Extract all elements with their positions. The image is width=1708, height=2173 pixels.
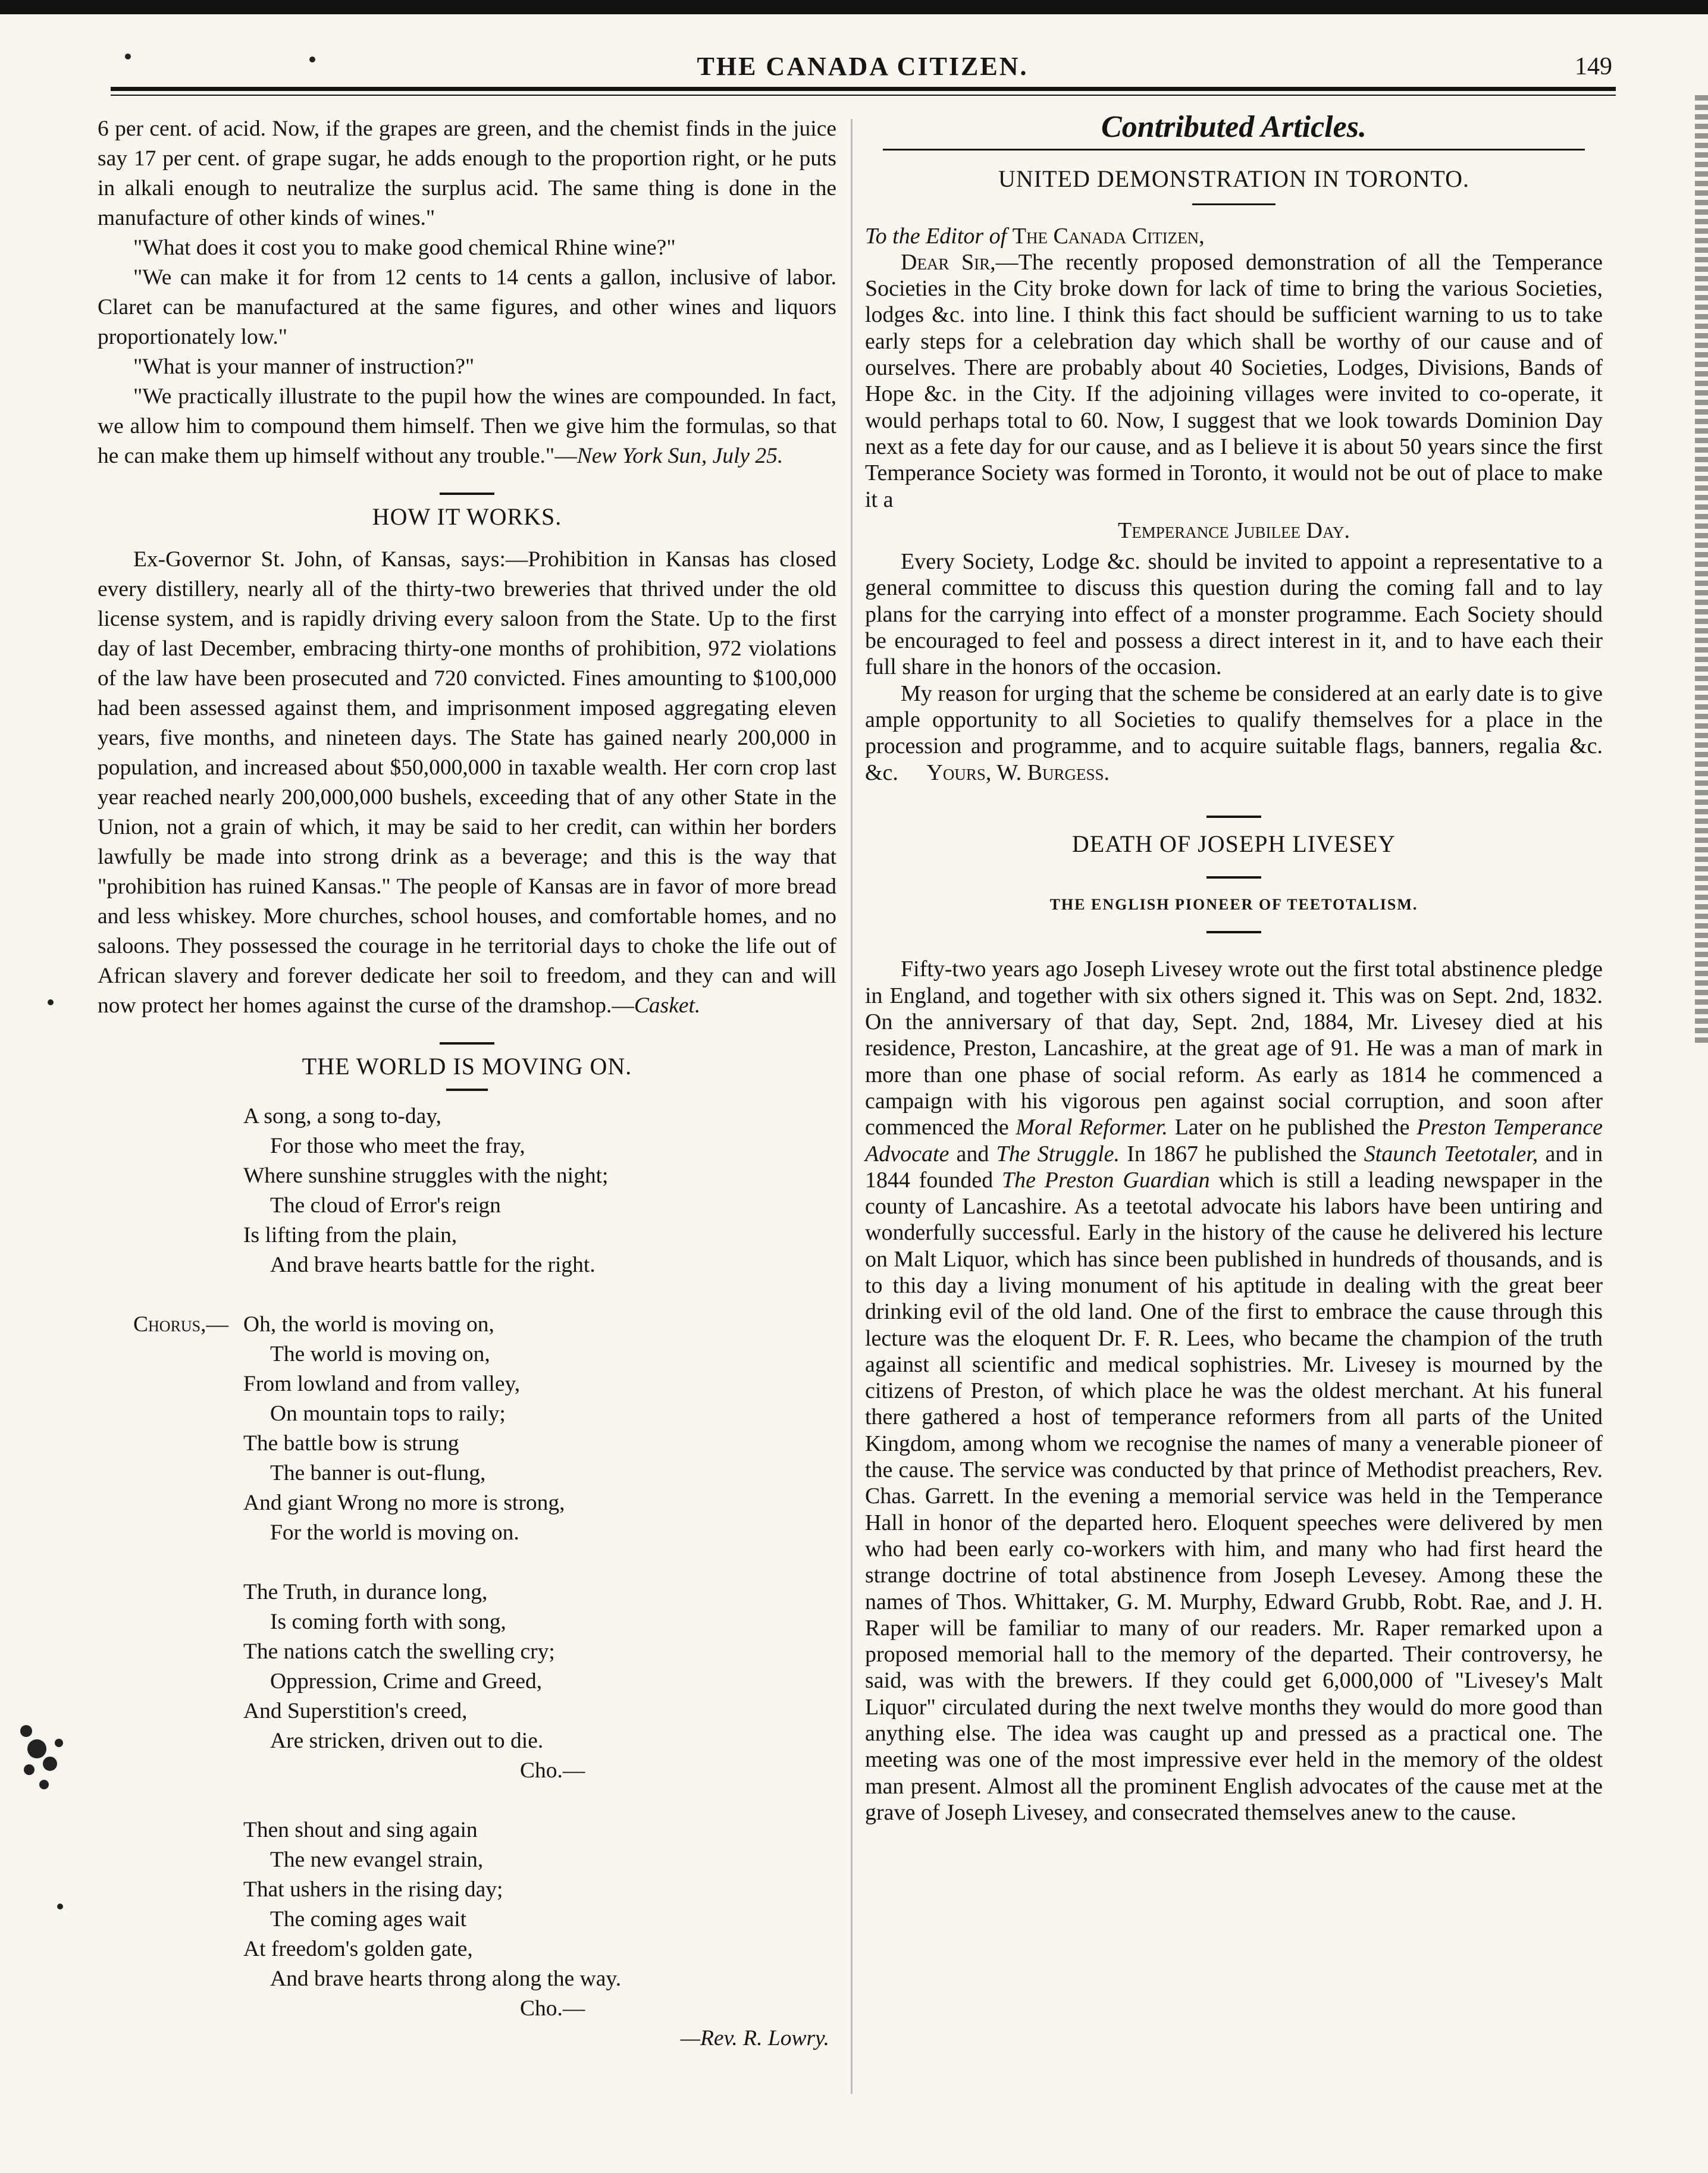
poem-line: And brave hearts battle for the right. [270, 1253, 596, 1277]
poem-line: The new evangel strain, [270, 1848, 484, 1872]
masthead-title: THE CANADA CITIZEN. [697, 52, 1029, 81]
wine-source: New York Sun, July 25. [576, 444, 784, 468]
wine-paragraph: "What does it cost you to make good chemical Rhine wine?" [133, 236, 676, 260]
title-moral-reformer: Moral Reformer. [1016, 1115, 1168, 1140]
poem-line: The nations catch the swelling cry; [243, 1639, 555, 1664]
jubilee-day-line: Temperance Jubilee Day. [1118, 518, 1350, 543]
poem-line: The world is moving on, [270, 1342, 490, 1366]
letter-text: My reason for urging that the scheme be considered at an early date is to give ample opportunity to all Societies to qualify themselves for a place in the procession and programme, and to acquire suitable flags, banners, regalia &c. &c. [865, 681, 1603, 785]
ink-blot [8, 1713, 74, 1802]
kansas-text: Ex-Governor St. John, of Kansas, says:—Prohibition in Kansas has closed every distillery, nearly all of the thirty-two breweries that thrived under the old license system, and is rapidly driving every saloon from the State. Up to the first day of last December, embracing thirty-one months of prohibition, 972 violations of the law have been prosecuted and 720 convicted. Fines amounting to $100,000 had been assessed against them, and imprisonment imposed aggregating eleven years, five months, and nineteen days. The State has gained nearly 200,000 in population, and increased about $50,000,000 in taxable wealth. Her corn crop last year reached nearly 200,000,000 bushels, exceeding that of any other State in the Union, not a grain of which, it may be said to her credit, can within her borders lawfully be made into strong drink as a beverage; and this is the way that "prohibition has ruined Kansas." The people of Kansas are in favor of more bread and less whiskey. More churches, school houses, and comfortable homes, and no saloons. They possessed the courage in he territorial days to choke the life out of African slavery and forever dedicate her soil to freedom, and they can and will now protect her homes against the curse of the dramshop.— [98, 547, 836, 1018]
letter-paragraph: Every Society, Lodge &c. should be invited to appoint a representative to a general committee to discuss this question during the coming fall and to lay plans for the carrying into effect of a monster programme. Each Society should be encouraged to feel and possess a direct interest in it, and to have each their full share in the honors of the occasion. [865, 549, 1603, 680]
wine-continuation-paragraph: 6 per cent. of acid. Now, if the grapes are green, and the chemist finds in the juice say 17 per cent. of grape sugar, he adds enough to the proportion right, or he puts in alkali enough to neutralize the surplus acid. The same thing is done in the manufacture of other kinds of wines." [98, 117, 836, 230]
article-heading-how-it-works: HOW IT WORKS. [372, 503, 562, 530]
chorus-first-line [98, 1310, 836, 1340]
poem-author: —Rev. R. Lowry. [680, 2026, 829, 2050]
poem-body [133, 1102, 836, 2024]
page-header [113, 51, 1612, 83]
livesey-text: and in 1844 founded [865, 1141, 1603, 1193]
wine-paragraph-text: "We practically illustrate to the pupil how the wines are compounded. In fact, we allow him to compound them himself. Then we give him the formulas, so that he can make them up himself without any trouble."— [98, 384, 836, 468]
wine-paragraph: "What is your manner of instruction?" [133, 355, 475, 379]
poem-line: For the world is moving on. [270, 1520, 519, 1545]
livesey-text: Fifty-two years ago Joseph Livesey wrote out the first total abstinence pledge in England, and together with six others signed it. This was on Sept. 2nd, 1832. On the anniversary of that day, Sept. 2nd, 1884, Mr. Livesey died at his residence, Preston, Lancashire, at the great age of 91. He was a man of mark in more than one phase of social reform. As early as 1814 he commenced a campaign with his vigorous pen against social corruption, and soon after commenced the [865, 957, 1603, 1140]
column-divider [851, 119, 853, 2094]
title-staunch-teetotaler: Staunch Teetotaler, [1364, 1141, 1538, 1167]
livesey-article-body [865, 956, 1603, 1826]
wine-paragraph: "We can make it for from 12 cents to 14 cents a gallon, inclusive of labor. Claret can be manufactured at the same figures, and other wines and liquors proportionately low." [98, 265, 836, 349]
poem-title: THE WORLD IS MOVING ON. [302, 1053, 632, 1080]
poem-line: The battle bow is strung [243, 1431, 459, 1456]
livesey-text: In 1867 he published the [1127, 1141, 1357, 1167]
poem-line: Is lifting from the plain, [243, 1223, 457, 1247]
poem-line: Where sunshine struggles with the night; [243, 1164, 609, 1188]
poem-line: That ushers in the rising day; [243, 1877, 503, 1902]
poem-line: Are stricken, driven out to die. [270, 1729, 544, 1753]
poem-line: The banner is out-flung, [270, 1461, 486, 1485]
scan-speck [309, 57, 315, 62]
letter-signature: Yours, W. Burgess. [926, 760, 1110, 785]
article-heading-death-of-livesey: DEATH OF JOSEPH LIVESEY [1071, 830, 1396, 857]
letter-salutation [865, 223, 1603, 249]
livesey-text: which is still a leading newspaper in the county of Lancashire. As a teetotal advocate his labors have been untiring and wonderfully successful. Early in the history of the cause he delivered his lecture on Malt Liquor, which has since been published in hundreds of thousands, and is to this day a living monument of his aptitude in dealing with the great beer drinking evil of the old land. One of the first to embrace the cause through this lecture was the eloquent Dr. F. R. Lees, who became the champion of the truth against all scientific and medical sophistries. Mr. Livesey is mourned by the citizens of Preston, of which place he was the oldest merchant. At his funeral there gathered a host of temperance reformers from all parts of the United Kingdom, among whom we recognise the names of many a venerable pioneer of the cause. The service was conducted by that prince of Methodist preachers, Rev. Chas. Garrett. In the evening a memorial service was held in the Temperance Hall in honor of the departed hero. Eloquent speeches were delivered by men who had been early co-workers with him, and many who had first heard the strange doctrine of total abstinence from Joseph Levesey. Among these the names of Thos. Whittaker, G. M. Murphy, Edward Grubb, Robt. Rae, and J. H. Raper will be familiar to many of our readers. Mr. Raper remarked upon a proposed memorial hall to the memory of the departed. Their controversy, he said, was with the brewers. If they could get 6,000,000 of "Livesey's Malt Liquor" circulated during the next twelve months they would do more good than anything else. The idea was caught up and pressed as a practical one. The meeting was one of the most impressive ever held in the memory of the oldest man present. Almost all the prominent English advocates of the cause met at the grave of Joseph Livesey, and consecrated themselves anew to the cause. [865, 1167, 1603, 1825]
poem-line: And brave hearts throng along the way. [270, 1967, 622, 1991]
wine-paragraph [98, 382, 836, 471]
poem-line: The Truth, in durance long, [243, 1580, 488, 1604]
title-the-struggle: The Struggle. [996, 1141, 1120, 1167]
poem-line: From lowland and from valley, [243, 1372, 521, 1396]
top-border-bar [0, 0, 1708, 14]
poem-line: Oh, the world is moving on, [243, 1312, 494, 1337]
title-preston-guardian: The Preston Guardian [1002, 1167, 1210, 1193]
letter-paragraph [865, 249, 1603, 513]
poem-line: A song, a song to-day, [243, 1104, 441, 1128]
to-editor-paper: The Canada Citizen, [1012, 223, 1205, 249]
right-column [865, 110, 1603, 1826]
poem-line: Is coming forth with song, [270, 1610, 506, 1634]
page-number: 149 [1575, 53, 1612, 80]
scan-edge-noise [1695, 95, 1708, 2070]
poem-line: The coming ages wait [270, 1907, 467, 1931]
poem-line: Oppression, Crime and Greed, [270, 1669, 543, 1694]
dear-sir: Dear Sir, [901, 249, 996, 275]
poem-line: The cloud of Error's reign [270, 1193, 501, 1218]
left-column [98, 114, 836, 2053]
header-rule-thick [111, 87, 1616, 91]
kansas-source: Casket. [634, 993, 701, 1018]
poem-line: On mountain tops to raily; [270, 1401, 506, 1426]
header-rule-thin [111, 95, 1616, 96]
livesey-text: and [956, 1141, 989, 1167]
scan-speck [125, 54, 131, 59]
poem-line: At freedom's golden gate, [243, 1937, 473, 1961]
poem-line: And Superstition's creed, [243, 1699, 468, 1723]
to-editor-prefix: To the Editor of [865, 223, 1007, 249]
letter-text: —The recently proposed demonstration of all the Temperance Societies in the City broke down for lack of time to bring the various Societies, lodges &c. into line. I think this fact should be sufficient warning to us to take early steps for a celebration day which shall be worthy of our cause and of ourselves. There are probably about 40 Societies, Lodges, Divisions, Bands of Hope &c. in the City. If the adjoining villages were invited to co-operate, it would perhaps total to 60. Now, I suggest that we look towards Dominion Day next as a fete day for our cause, and as I believe it is about 50 years since the first Temperance Society was formed in Toronto, it would not be out of place to make it a [865, 249, 1603, 512]
chorus-label: Chorus,— [133, 1312, 229, 1337]
section-heading-contributed-articles: Contributed Articles. [1101, 110, 1367, 144]
scan-speck [57, 1904, 63, 1909]
article-heading-united-demonstration: UNITED DEMONSTRATION IN TORONTO. [998, 165, 1469, 193]
cho-label: Cho.— [520, 1758, 585, 1783]
title-preston-advocate: Preston Temperance Advocate [865, 1115, 1603, 1167]
cho-label: Cho.— [520, 1996, 585, 2021]
livesey-text: Later on he published the [1174, 1115, 1410, 1140]
article-subheading: THE ENGLISH PIONEER OF TEETOTALISM. [1049, 896, 1418, 914]
poem-line: For those who meet the fray, [270, 1134, 525, 1158]
poem-line: Then shout and sing again [243, 1818, 478, 1842]
poem-line: And giant Wrong no more is strong, [243, 1491, 565, 1515]
scan-speck [48, 999, 54, 1005]
letter-paragraph [865, 681, 1603, 786]
kansas-article-body [98, 545, 836, 1021]
